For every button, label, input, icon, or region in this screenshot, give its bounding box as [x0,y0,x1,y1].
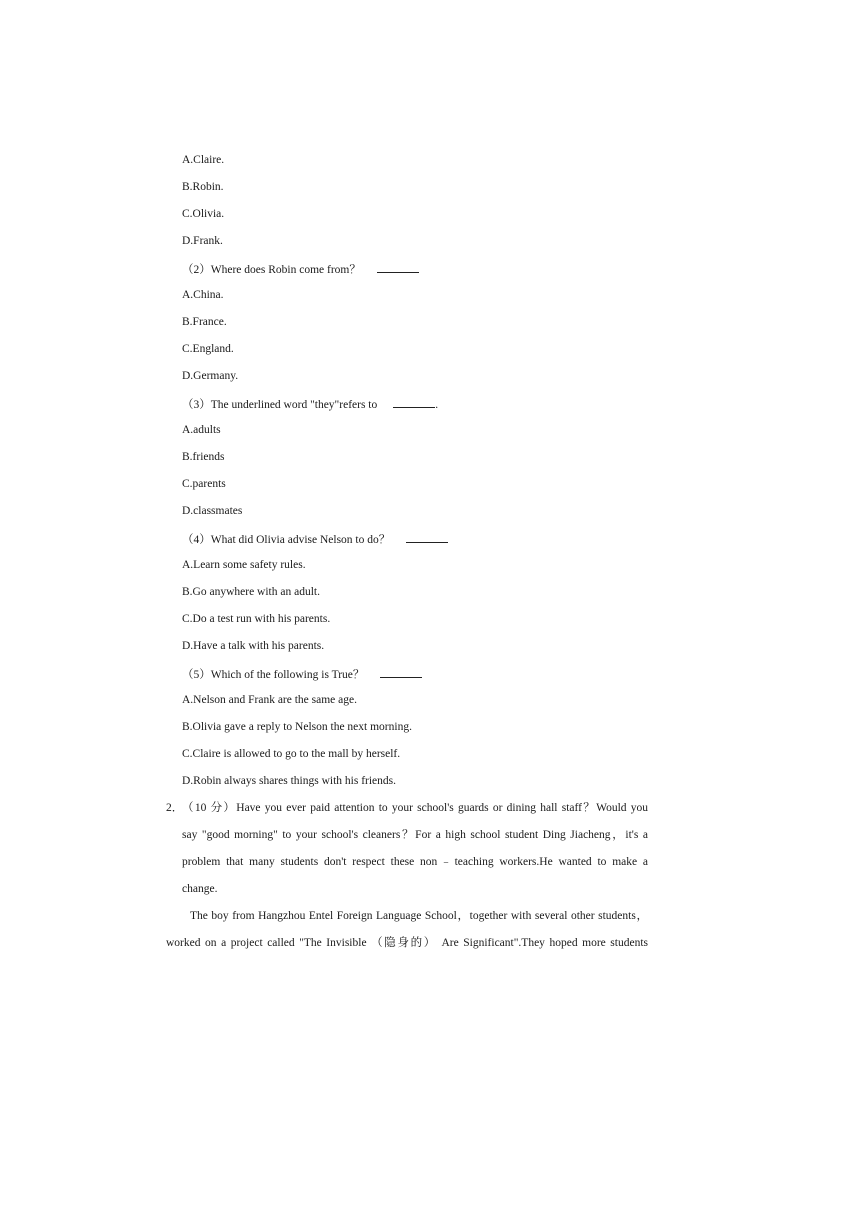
passage-line: worked on a project called "The Invisible （隐身的） Are Significant".They hoped more students [166,937,648,949]
option-5d: D.Robin always shares things with his friends. [182,775,397,787]
question-5-text: （5）Which of the following is True？ [182,669,365,681]
question-2 [182,261,419,277]
passage-line: （10 分）Have you ever paid attention to your school's guards or dining hall staff？Would you [182,802,648,814]
option-2b: B.France. [182,316,227,328]
passage-line: The boy from Hangzhou Entel Foreign Language School，together with several other students， [190,910,648,922]
question-4 [182,531,448,547]
question-number-2: 2． [166,802,184,814]
passage-line: change. [182,883,218,895]
option-2d: D.Germany. [182,370,239,382]
question-4-text: （4）What did Olivia advise Nelson to do？ [182,534,391,546]
answer-blank [380,666,422,678]
option-5c: C.Claire is allowed to go to the mall by herself. [182,748,401,760]
option-3c: C.parents [182,478,226,490]
option-2a: A.China. [182,289,224,301]
option-4c: C.Do a test run with his parents. [182,613,331,625]
option-4b: B.Go anywhere with an adult. [182,586,320,598]
option-2c: C.England. [182,343,234,355]
option-1d: D.Frank. [182,235,223,247]
answer-blank [406,531,448,543]
question-3-period: . [435,399,439,411]
answer-blank [393,396,435,408]
question-3 [182,396,438,412]
answer-blank [377,261,419,273]
question-3-text: （3）The underlined word "they"refers to [182,399,378,411]
option-1c: C.Olivia. [182,208,225,220]
passage-line: say "good morning" to your school's cleaners？For a high school student Ding Jiacheng，it's a [182,829,648,841]
question-2-text: （2）Where does Robin come from？ [182,264,361,276]
option-4a: A.Learn some safety rules. [182,559,306,571]
option-1b: B.Robin. [182,181,224,193]
question-5 [182,666,422,682]
option-1a: A.Claire. [182,154,225,166]
option-3d: D.classmates [182,505,243,517]
option-3a: A.adults [182,424,221,436]
option-4d: D.Have a talk with his parents. [182,640,325,652]
passage-line: problem that many students don't respect these non﹣teaching workers.He wanted to make a [182,856,648,868]
option-3b: B.friends [182,451,225,463]
option-5a: A.Nelson and Frank are the same age. [182,694,357,706]
option-5b: B.Olivia gave a reply to Nelson the next morning. [182,721,412,733]
